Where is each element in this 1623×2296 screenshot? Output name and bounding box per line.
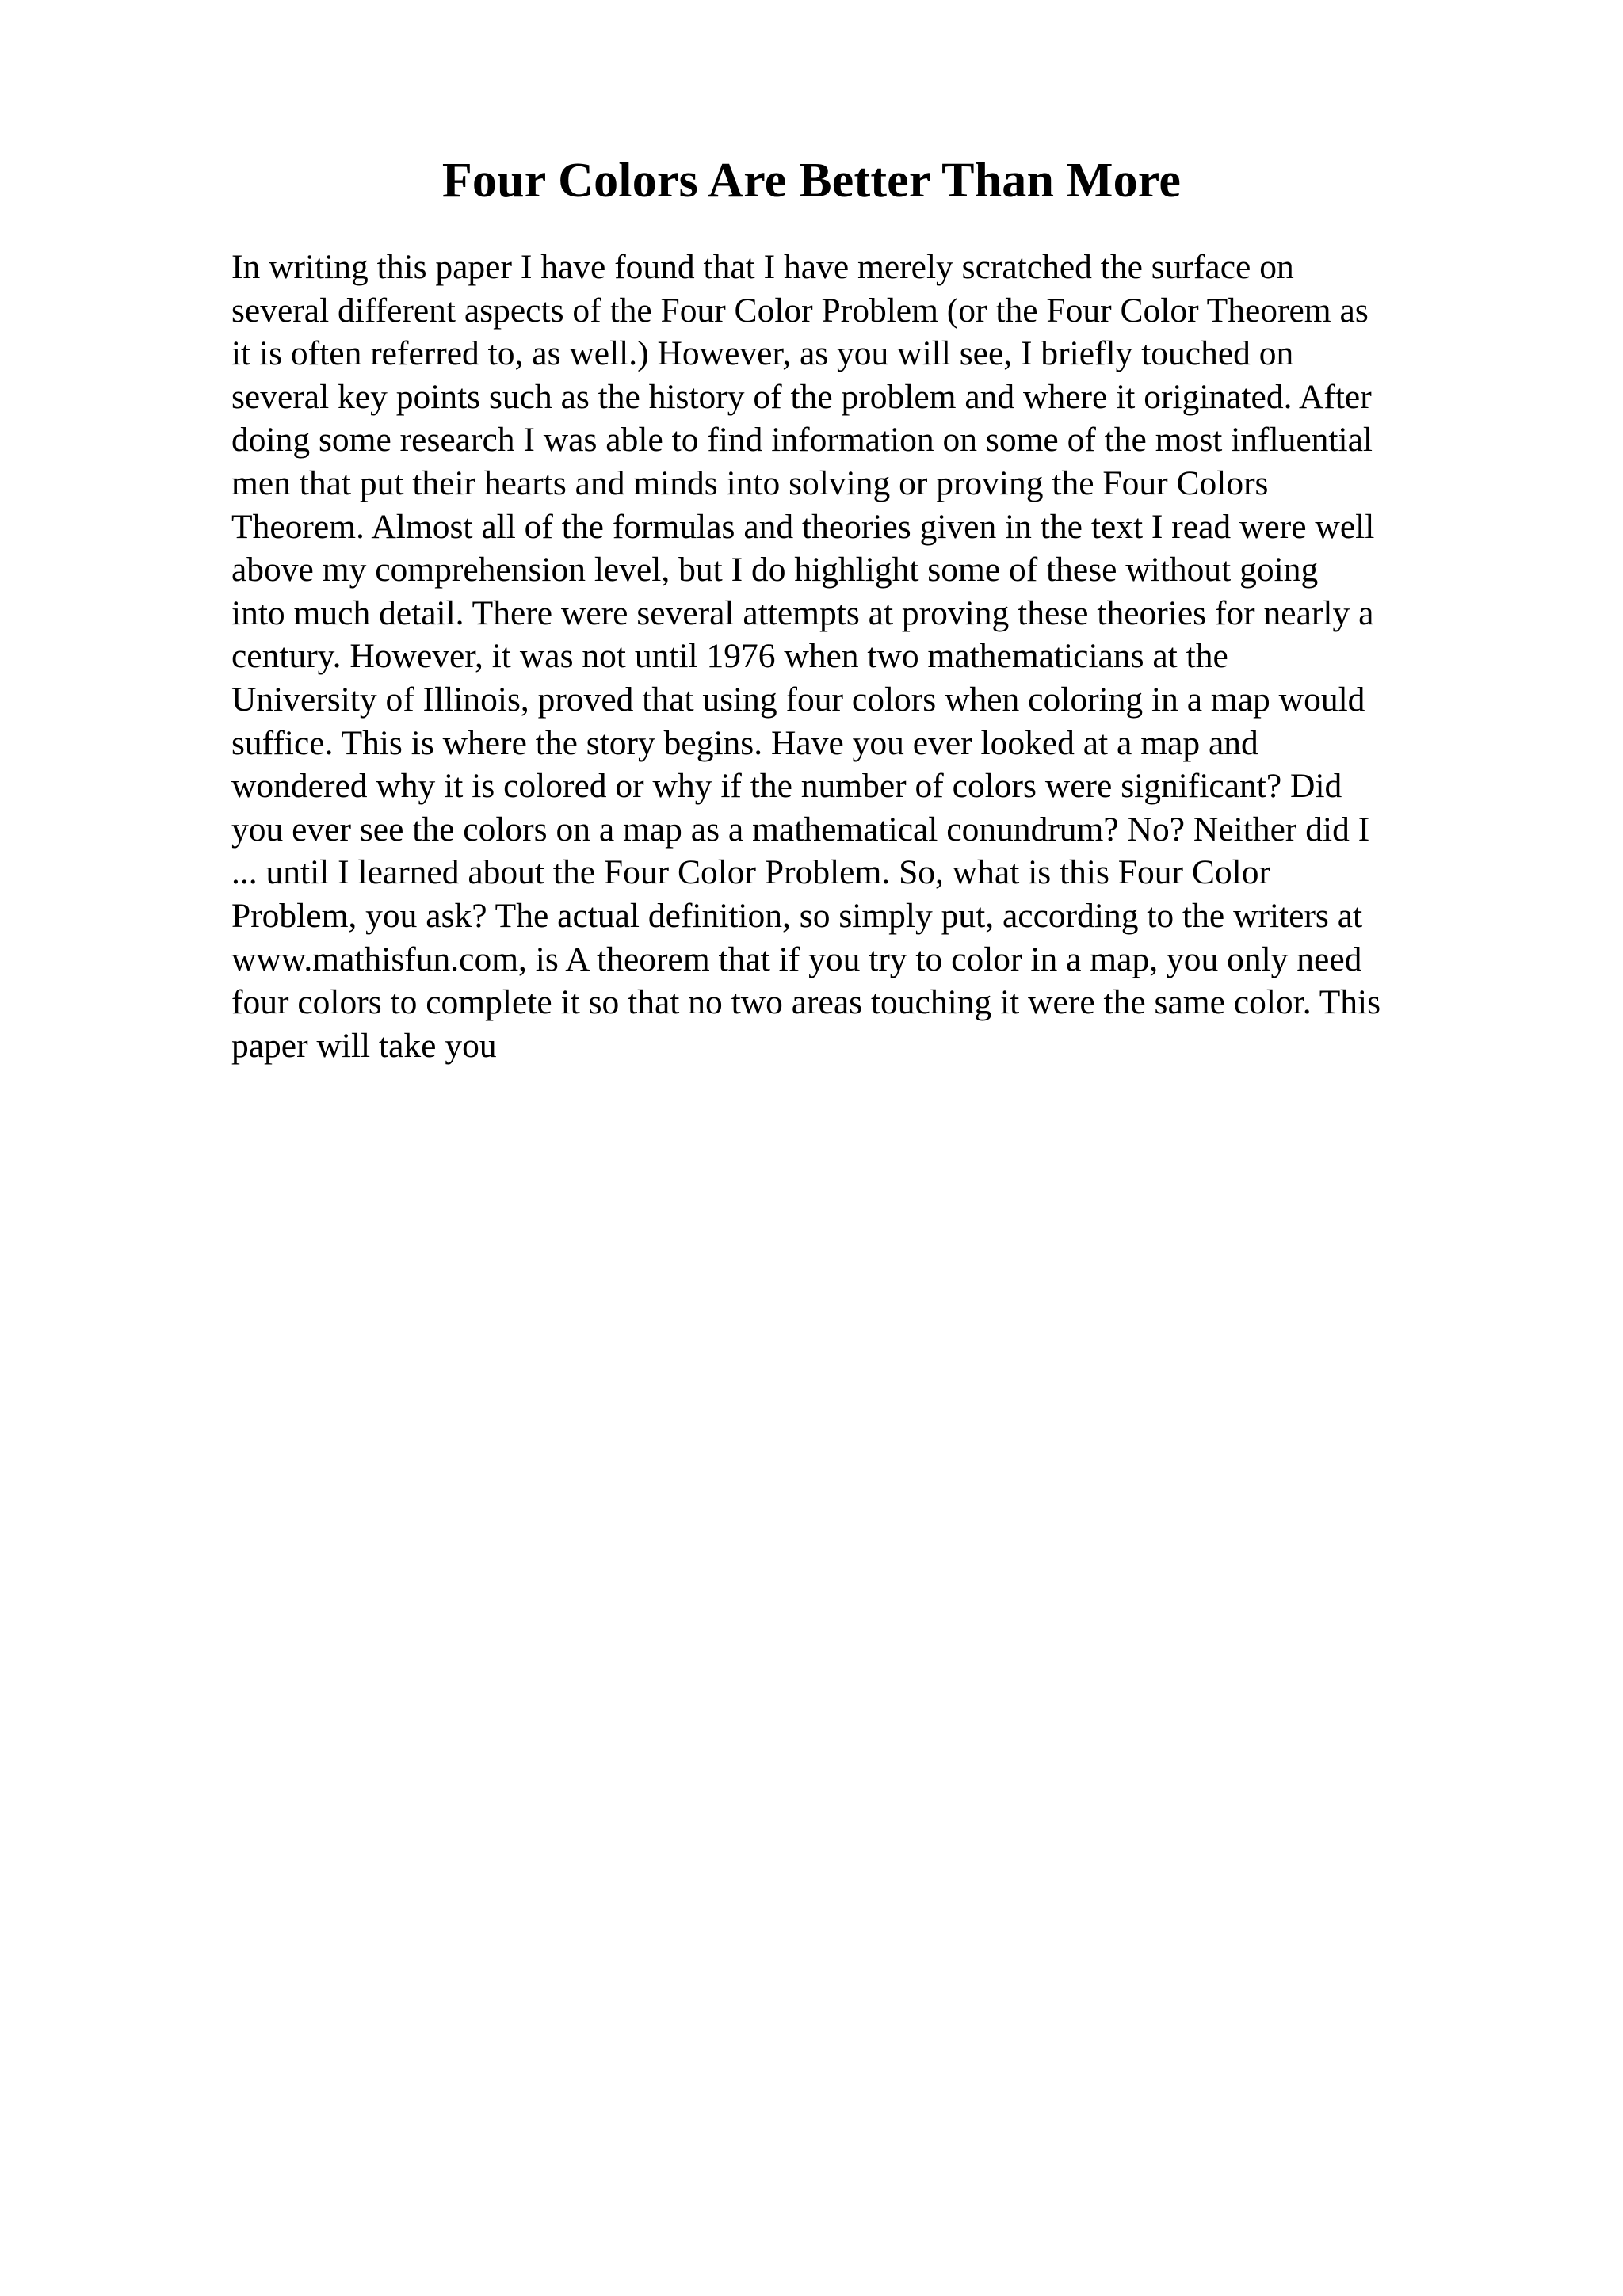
text-line: www.mathisfun.com, is A theorem that if you try to color in a map, you only need — [231, 940, 1362, 978]
text-line: University of Illinois, proved that using four colors when coloring in a map would — [231, 680, 1365, 719]
text-line: several key points such as the history of the problem and where it originated. After — [231, 377, 1372, 416]
text-line: In writing this paper I have found that I have merely scratched the surface on — [231, 248, 1294, 286]
text-line: wondered why it is colored or why if the number of colors were significant? Did — [231, 767, 1342, 806]
text-line: Theorem. Almost all of the formulas and theories given in the text I read were well — [231, 507, 1375, 546]
text-line: doing some research I was able to find information on some of the most influential — [231, 421, 1373, 460]
text-line: above my comprehension level, but I do highlight some of these without going — [231, 551, 1319, 589]
text-line: it is often referred to, as well.) However, as you will see, I briefly touched on — [231, 334, 1294, 373]
text-line: you ever see the colors on a map as a mathematical conundrum? No? Neither did I — [231, 810, 1370, 849]
document-title: Four Colors Are Better Than More — [441, 154, 1182, 208]
text-line: suffice. This is where the story begins. Have you ever looked at a map and — [231, 723, 1258, 762]
text-line: ... until I learned about the Four Color Problem. So, what is this Four Color — [231, 853, 1270, 892]
text-line: several different aspects of the Four Color Problem (or the Four Color Theorem as — [231, 291, 1369, 330]
text-line: paper will take you — [231, 1026, 497, 1065]
text-line: Problem, you ask? The actual definition, so simply put, according to the writers at — [231, 896, 1363, 935]
text-line: four colors to complete it so that no two areas touching it were the same color. This — [231, 983, 1381, 1022]
text-line: century. However, it was not until 1976 when two mathematicians at the — [231, 637, 1228, 676]
text-line: into much detail. There were several attempts at proving these theories for nearly a — [231, 593, 1374, 632]
body-paragraph — [231, 246, 1468, 1067]
text-line: men that put their hearts and minds into solving or proving the Four Colors — [231, 463, 1269, 502]
